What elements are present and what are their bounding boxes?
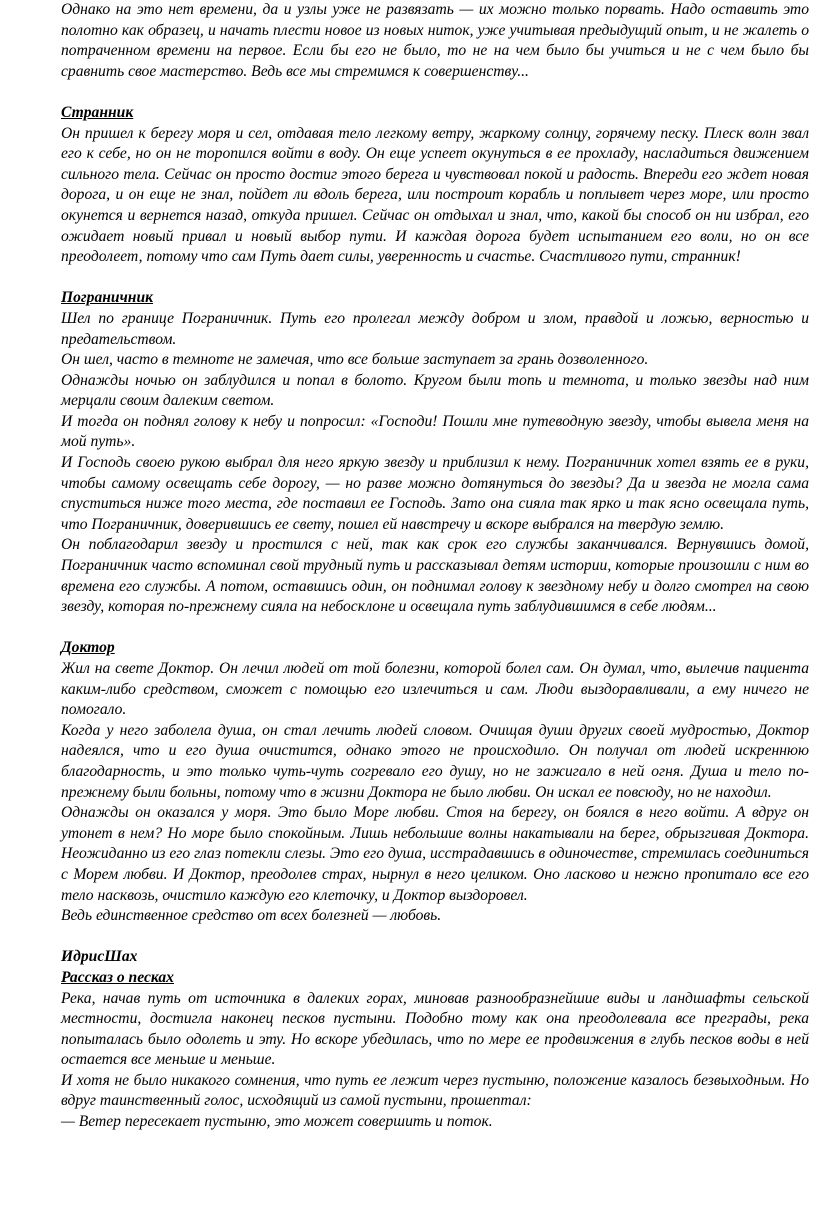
borderguard-paragraph: И Господь своею рукою выбрал для него яркую звезду и приблизил к нему. Пограничник хотел взять ее в руки, чтобы самому освещать себе дорогу, — но разве можно дотянуться до звезды? Да и звезда не могла сама спуститься ниже того места, где поставил ее Господь. Зато она сияла так ярко и так ясно освещала путь, что Пограничник, доверившись ее свету, пошел ей навстречу и вскоре выбрался на твердую землю. <box>61 454 809 533</box>
sands-paragraph: Река, начав путь от источника в далеких горах, миновав разнообразнейшие виды и ландшафты сельской местности, достигла наконец песков пустыни. Подобно тому как она преодолевала все преграды, река попыталась было одолеть и эту. Но вскоре убедилась, что по мере ее продвижения в глубь песков воды в ней остается все меньше и меньше. <box>61 989 809 1069</box>
stranger-paragraph: Он пришел к берегу моря и сел, отдавая тело легкому ветру, жаркому солнцу, горячему песку. Плеск волн звал его к себе, но он не торопился войти в воду. Он еще успеет окунуться в ее прохладу, насладиться движением сильного тела. Сейчас он просто достиг этого берега и чувствовал покой и радость. Впереди его ждет новая дорога, и он еще не знал, пойдет ли вдоль берега, или построит корабль и поплывет через море, или просто окунется и вернется назад, откуда пришел. Сейчас он отдыхал и знал, что, какой бы способ он ни избрал, его ожидает новый привал и новый выбор пути. И каждая дорога будет испытанием его воли, но он все преодолеет, потому что сам Путь дает силы, уверенность и счастье. Счастливого пути, странник! <box>61 124 809 266</box>
borderguard-paragraph: Он шел, часто в темноте не замечая, что все больше заступает за грань дозволенного. <box>61 351 649 369</box>
borderguard-section <box>61 288 809 618</box>
section-gap <box>61 82 809 103</box>
borderguard-paragraph: Однажды ночью он заблудился и попал в болото. Кругом были топь и темнота, и только звезды над ним мерцали своим далеким светом. <box>61 371 809 410</box>
doctor-paragraph: Жил на свете Доктор. Он лечил людей от той болезни, которой болел сам. Он думал, что, вылечив пациента каким-либо средством, сможет с помощью его излечиться и сам. Люди выздоравливали, а ему ничего не помогало. <box>61 660 809 719</box>
borderguard-title: Пограничник <box>61 289 154 307</box>
sands-author: ИдрисШах <box>61 948 138 966</box>
sands-title: Рассказ о песках <box>61 968 174 986</box>
doctor-title: Доктор <box>61 639 115 657</box>
doctor-paragraph: Ведь единственное средство от всех болезней — любовь. <box>61 907 442 925</box>
doctor-paragraph: Однажды он оказался у моря. Это было Море любви. Стоя на берегу, он боялся в него войти. А вдруг он утонет в нем? Но море было спокойным. Лишь небольшие волны накатывали на берег, обрызгивая Доктора. Неожиданно из его глаз потекли слезы. Это его душа, исстрадавшись в одиночестве, стремилась соединиться с Морем любви. И Доктор, преодолев страх, нырнул в него целиком. Оно ласково и нежно пропитало все его тело насквозь, очистило каждую его клеточку, и Доктор выздоровел. <box>61 804 809 904</box>
section-gap <box>61 268 809 289</box>
stranger-section <box>61 103 809 268</box>
borderguard-paragraph: И тогда он поднял голову к небу и попросил: «Господи! Пошли мне путеводную звезду, чтобы вывела меня на мой путь». <box>61 412 809 451</box>
sands-section <box>61 947 809 1132</box>
sands-paragraph: И хотя не было никакого сомнения, что путь ее лежит через пустыню, положение казалось безвыходным. Но вдруг таинственный голос, исходящий из самой пустыни, прошептал: <box>61 1071 809 1110</box>
borderguard-paragraph: Он поблагодарил звезду и простился с ней, так как срок его службы заканчивался. Вернувшись домой, Пограничник часто вспоминал свой трудный путь и рассказывал детям истории, которые произошли с ним во времена его службы. А потом, оставшись один, он поднимал голову к звездному небу и долго смотрел на свою звезду, которая по-прежнему сияла на небосклоне и освещала путь заблудившимся в себе людям... <box>61 536 809 616</box>
document-page <box>61 0 809 1133</box>
intro-section <box>61 0 809 82</box>
sands-paragraph: — Ветер пересекает пустыню, это может совершить и поток. <box>61 1113 493 1131</box>
doctor-paragraph: Когда у него заболела душа, он стал лечить людей словом. Очищая души других своей мудростью, Доктор надеялся, что и его душа очистится, однако этого не происходило. Он получал от людей искреннюю благодарность, и это только чуть-чуть согревало его душу, но не зажигало в ней огня. Душа и тело по-прежнему были больны, потому что в жизни Доктора не было любви. Он искал ее повсюду, но не находил. <box>61 721 809 801</box>
stranger-title: Странник <box>61 103 134 121</box>
section-gap <box>61 618 809 639</box>
borderguard-paragraph: Шел по границе Пограничник. Путь его пролегал между добром и злом, правдой и ложью, верностью и предательством. <box>61 309 809 348</box>
doctor-section <box>61 638 809 926</box>
intro-paragraph: Однако на это нет времени, да и узлы уже не развязать — их можно только порвать. Надо оставить это полотно как образец, и начать плести новое из новых ниток, уже учитывая предыдущий опыт, и не жалеть о потраченном времени на первое. Если бы его не было, то не на чем было бы учиться и не с чем было бы сравнить свое мастерство. Ведь все мы стремимся к совершенству... <box>61 1 809 80</box>
section-gap <box>61 927 809 948</box>
